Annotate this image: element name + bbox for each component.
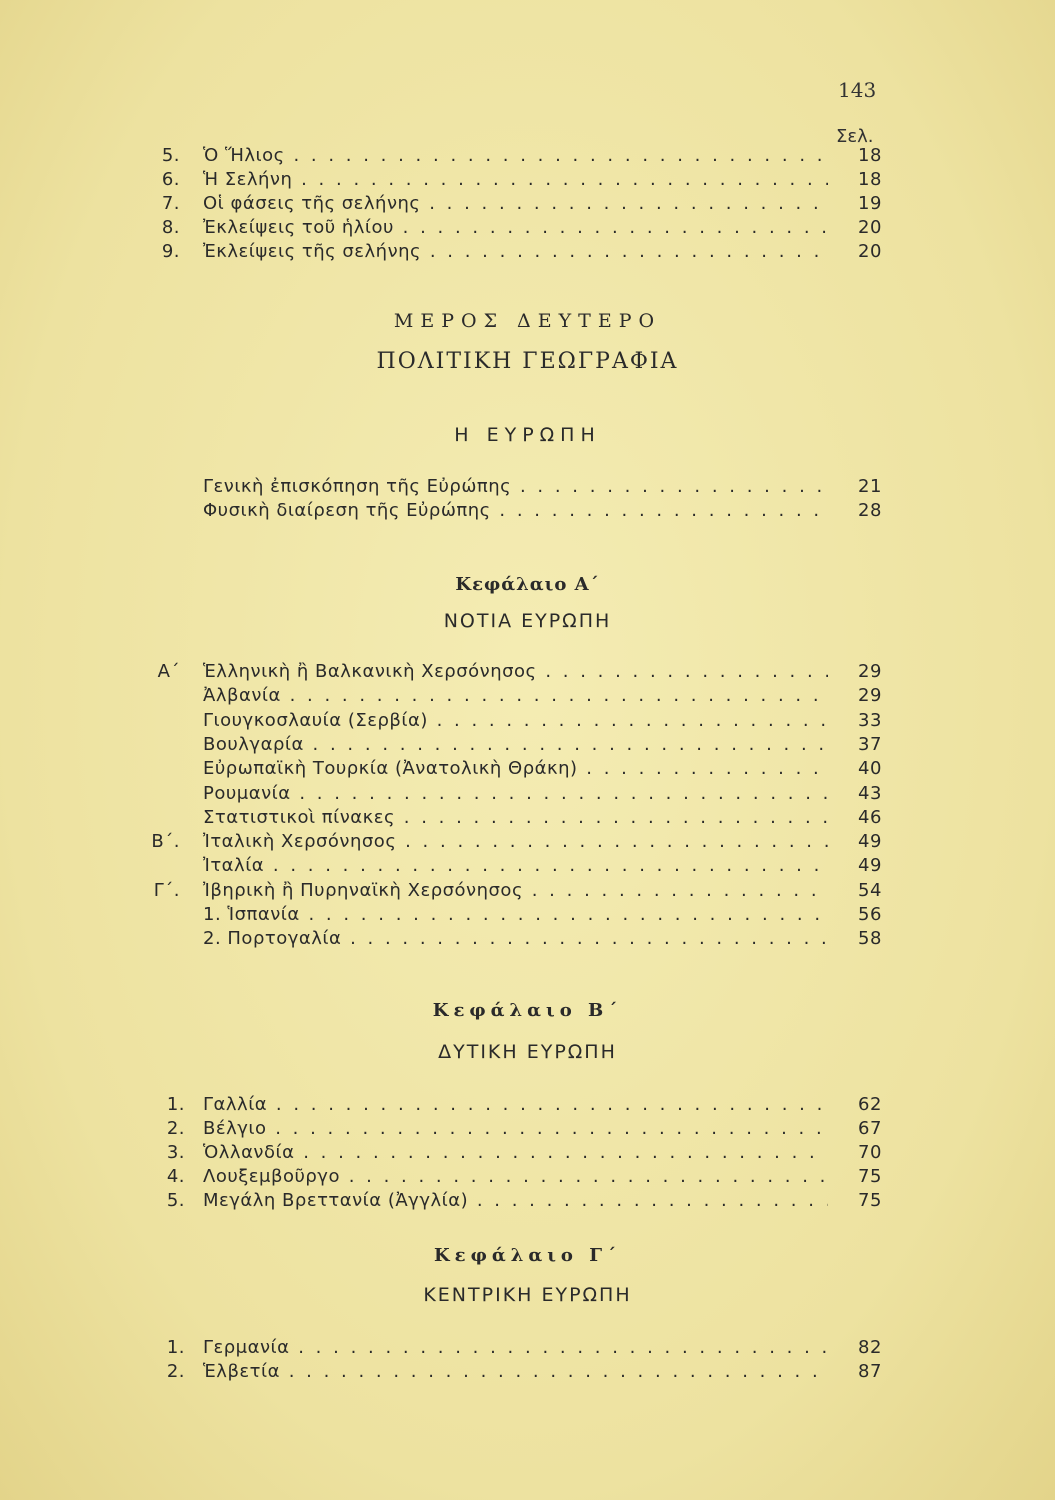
- toc-entry: [0, 1093, 1055, 1117]
- toc-entry-title: Ἀλβανία . . .: [203, 684, 828, 708]
- toc-entry-page: 46: [858, 806, 882, 828]
- toc-entry: [0, 1165, 1055, 1189]
- toc-entry-title: Εὐρωπαϊκὴ Τουρκία (Ἀνατολικὴ Θράκη) . . .: [203, 757, 828, 781]
- toc-entry-title: Ρουμανία . . .: [203, 782, 828, 806]
- toc-entry-page: 49: [858, 831, 882, 853]
- toc-entry-number: 3.: [166, 1142, 185, 1163]
- page-column-label: Σελ.: [836, 126, 874, 147]
- part-subtitle: ΠΟΛΙΤΙΚΗ ΓΕΩΓΡΑΦΙΑ: [376, 349, 679, 374]
- toc-entry-title: Ὁλλανδία . . .: [203, 1141, 828, 1165]
- toc-entry-page: 62: [858, 1094, 882, 1115]
- europe-title: Η ΕΥΡΩΠΗ: [454, 424, 601, 446]
- toc-entry: [0, 499, 1055, 523]
- toc-entry-page: 20: [858, 241, 882, 262]
- toc-entry-title: Φυσικὴ διαίρεση τῆς Εὐρώπης . . .: [203, 499, 828, 523]
- toc-entry: [0, 806, 1055, 830]
- toc-entry-number: 7.: [161, 193, 180, 214]
- toc-entry-number: 5.: [161, 145, 180, 166]
- toc-entry-page: 67: [858, 1118, 882, 1139]
- toc-entry-number: 2.: [166, 1361, 185, 1382]
- toc-entry: [0, 1360, 1055, 1384]
- toc-entry: [0, 782, 1055, 806]
- toc-entry-page: 28: [858, 500, 882, 521]
- toc-entry-title: Ἡ Σελήνη . . .: [203, 168, 828, 192]
- toc-entry: [0, 854, 1055, 878]
- toc-entry: [0, 903, 1055, 927]
- page-number: 143: [838, 78, 877, 102]
- toc-entry-title: Ἐκλείψεις τῆς σελήνης . . .: [203, 240, 828, 264]
- toc-entry-page: 87: [858, 1361, 882, 1382]
- toc-entry-number: Β΄.: [151, 831, 180, 853]
- toc-entry-page: 75: [858, 1166, 882, 1187]
- toc-entry: [0, 660, 1055, 684]
- toc-entry-page: 58: [858, 928, 882, 950]
- toc-entry: [0, 1141, 1055, 1165]
- toc-entry-page: 75: [858, 1190, 882, 1211]
- toc-entry-page: 54: [858, 879, 882, 901]
- chapter-a-label: Κεφάλαιο Α΄: [455, 574, 600, 595]
- toc-entry: [0, 733, 1055, 757]
- toc-entry-number: 6.: [161, 169, 180, 190]
- chapter-c-title: ΚΕΝΤΡΙΚΗ ΕΥΡΩΠΗ: [423, 1284, 632, 1306]
- toc-entry-page: 43: [858, 782, 882, 804]
- toc-entry-page: 49: [858, 855, 882, 877]
- toc-entry-page: 21: [858, 476, 882, 497]
- toc-entry: [0, 144, 1055, 168]
- toc-entry-title: 1. Ἱσπανία . . .: [203, 903, 828, 927]
- toc-entry: [0, 684, 1055, 708]
- toc-entry-page: 56: [858, 904, 882, 925]
- toc-entry-page: 18: [858, 145, 882, 166]
- toc-entry-title: Βουλγαρία . . .: [203, 733, 828, 757]
- toc-entry-number: 8.: [161, 217, 180, 238]
- toc-entry: [0, 475, 1055, 499]
- toc-entry-title: Ὁ Ἥλιος . . .: [203, 144, 828, 168]
- toc-entry-title: Βέλγιο . . .: [203, 1117, 828, 1141]
- toc-entry: [0, 216, 1055, 240]
- toc-entry-page: 20: [858, 217, 882, 238]
- toc-entry-title: Ἑλληνικὴ ἢ Βαλκανικὴ Χερσόνησος . . .: [203, 660, 828, 684]
- toc-entry-title: Γενικὴ ἐπισκόπηση τῆς Εὐρώπης . . .: [203, 475, 828, 499]
- toc-entry: [0, 192, 1055, 216]
- toc-entry: [0, 1336, 1055, 1360]
- toc-entry-title: Ἰταλία . . .: [203, 854, 828, 878]
- toc-entry-page: 37: [858, 733, 882, 755]
- toc-entry: [0, 830, 1055, 854]
- toc-entry-page: 29: [858, 685, 882, 707]
- toc-entry-page: 40: [858, 758, 882, 780]
- toc-entry-title: Οἱ φάσεις τῆς σελήνης . . .: [203, 192, 828, 216]
- toc-entry-page: 18: [858, 169, 882, 190]
- toc-entry-number: 9.: [161, 241, 180, 262]
- toc-entry-page: 29: [858, 661, 882, 682]
- toc-entry: [0, 927, 1055, 951]
- toc-entry: [0, 1117, 1055, 1141]
- toc-entry-title: Μεγάλη Βρεττανία (Ἀγγλία) . . .: [203, 1189, 828, 1213]
- toc-entry: [0, 709, 1055, 733]
- toc-entry-number: 1.: [166, 1337, 185, 1358]
- toc-entry-number: 2.: [166, 1118, 185, 1139]
- toc-entry-number: 4.: [166, 1166, 185, 1187]
- toc-entry-page: 82: [858, 1337, 882, 1358]
- toc-entry-title: Ἑλβετία . . .: [203, 1360, 828, 1384]
- toc-entry-number: Γ΄.: [153, 879, 180, 901]
- toc-entry: [0, 1189, 1055, 1213]
- toc-entry: [0, 240, 1055, 264]
- part-title: ΜΕΡΟΣ ΔΕΥΤΕΡΟ: [393, 310, 662, 332]
- toc-entry-page: 70: [858, 1142, 882, 1163]
- toc-entry-title: Γερμανία . . .: [203, 1336, 828, 1360]
- chapter-c-label: Κεφάλαιο Γ΄: [434, 1245, 621, 1266]
- chapter-a-title: ΝΟΤΙΑ ΕΥΡΩΠΗ: [443, 610, 612, 632]
- toc-entry-title: Λουξεμβοῦργο . . .: [203, 1165, 828, 1189]
- toc-entry-title: Γαλλία . . .: [203, 1093, 828, 1117]
- toc-entry: [0, 879, 1055, 903]
- chapter-b-title: ΔΥΤΙΚΗ ΕΥΡΩΠΗ: [438, 1041, 617, 1063]
- toc-entry-page: 33: [858, 709, 882, 731]
- toc-entry: [0, 168, 1055, 192]
- toc-entry: [0, 757, 1055, 781]
- toc-entry-title: Στατιστικοὶ πίνακες . . .: [203, 806, 828, 830]
- toc-entry-number: Α΄: [157, 661, 180, 682]
- toc-entry-number: 1.: [166, 1094, 185, 1115]
- toc-entry-title: Ἰβηρικὴ ἢ Πυρηναϊκὴ Χερσόνησος . . .: [203, 879, 828, 903]
- toc-entry-title: 2. Πορτογαλία . . .: [203, 927, 828, 951]
- toc-entry-title: Γιουγκοσλαυία (Σερβία) . . .: [203, 709, 828, 733]
- toc-entry-page: 19: [858, 193, 882, 214]
- toc-entry-title: Ἐκλείψεις τοῦ ἡλίου . . .: [203, 216, 828, 240]
- toc-entry-number: 5.: [166, 1190, 185, 1211]
- toc-entry-title: Ἰταλικὴ Χερσόνησος . . .: [203, 830, 828, 854]
- chapter-b-label: Κεφάλαιο Β΄: [432, 1000, 623, 1021]
